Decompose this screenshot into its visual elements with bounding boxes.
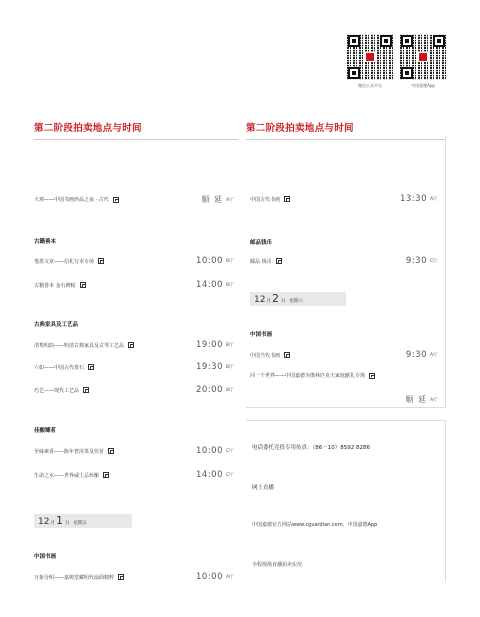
section-title: 第二阶段拍卖地点与时间 xyxy=(34,123,142,134)
session-row: 至味素香——陈年普洱茶及佳茗 10:00 C厅 xyxy=(34,446,234,456)
fax-line: 电话委托竞投专用传真：（86－10）8592 8286 xyxy=(252,445,370,451)
session-row: 中国古代书画 13:30 A厅 xyxy=(250,194,438,204)
live-sites: 中国嘉德官方网站www.cguardian.com、中国嘉德App xyxy=(252,522,378,528)
session-row: 中国当代书画 9:30 A厅 xyxy=(250,350,438,360)
session-row: 同一个世界——中国嘉德为奥林匹克大家庭献礼专场 xyxy=(246,372,442,379)
schedule-right-frame xyxy=(246,136,446,408)
qr-wechat xyxy=(347,34,393,89)
session-row: 清隽明韵——明清古典家具及古琴工艺品 19:00 B厅 xyxy=(34,340,234,350)
qr-app xyxy=(400,34,446,89)
catalog-icon xyxy=(83,387,89,393)
session-row: 六如——中国古代赏石 19:30 B厅 xyxy=(34,362,234,372)
qr-code-icon xyxy=(400,34,446,80)
category-heading: 中国书画 xyxy=(250,332,273,338)
catalog-icon xyxy=(113,197,119,203)
section-title: 第二阶段拍卖地点与时间 xyxy=(246,123,354,134)
category-heading: 邮品钱币 xyxy=(250,240,273,246)
session-row: 大观——中国书画珍品之夜 · 古代 顺 延 A厅 xyxy=(34,195,234,204)
qr-label: 微信公众平台 xyxy=(358,83,382,88)
category-heading: 佳酿臻茗 xyxy=(34,428,57,434)
category-heading: 古籍善本 xyxy=(34,239,57,245)
live-note: 全程现场直播拍卖实况 xyxy=(252,562,303,568)
session-row: 巧艺——现代工艺品 20:00 B厅 xyxy=(34,385,234,395)
category-heading: 中国书画 xyxy=(34,554,57,560)
schedule-left xyxy=(34,120,238,590)
session-row: 万象分明——嘉树堂藏明代扇面精粹 10:00 A厅 xyxy=(34,572,234,582)
category-heading: 古典家具及工艺品 xyxy=(34,322,79,328)
date-bar: 12 月 2 日 星期六 xyxy=(250,292,346,306)
catalog-icon xyxy=(88,364,94,370)
qr-label: 中国嘉德App xyxy=(411,83,435,88)
catalog-icon xyxy=(128,342,134,348)
session-row: 邮品 钱币 9:30 C厅 xyxy=(250,256,438,266)
contact-card xyxy=(246,420,446,582)
session-row: 生命之水——世界威士忌珍酿 14:00 C厅 xyxy=(34,470,234,480)
qr-code-icon xyxy=(347,34,393,80)
catalog-icon xyxy=(98,258,104,264)
catalog-icon xyxy=(80,282,86,288)
date-bar: 12 月 1 日 星期五 xyxy=(34,514,132,528)
divider xyxy=(34,139,238,140)
session-row: 顺 延 A厅 xyxy=(405,395,438,404)
catalog-icon xyxy=(103,472,109,478)
catalog-icon xyxy=(118,574,124,580)
catalog-icon xyxy=(108,448,114,454)
session-row: 古籍善本 金石碑帖 14:00 B厅 xyxy=(34,280,234,290)
live-heading: 网上直播 xyxy=(252,485,275,491)
session-row: 笔墨文章——信札写本专场 10:00 B厅 xyxy=(34,256,234,266)
